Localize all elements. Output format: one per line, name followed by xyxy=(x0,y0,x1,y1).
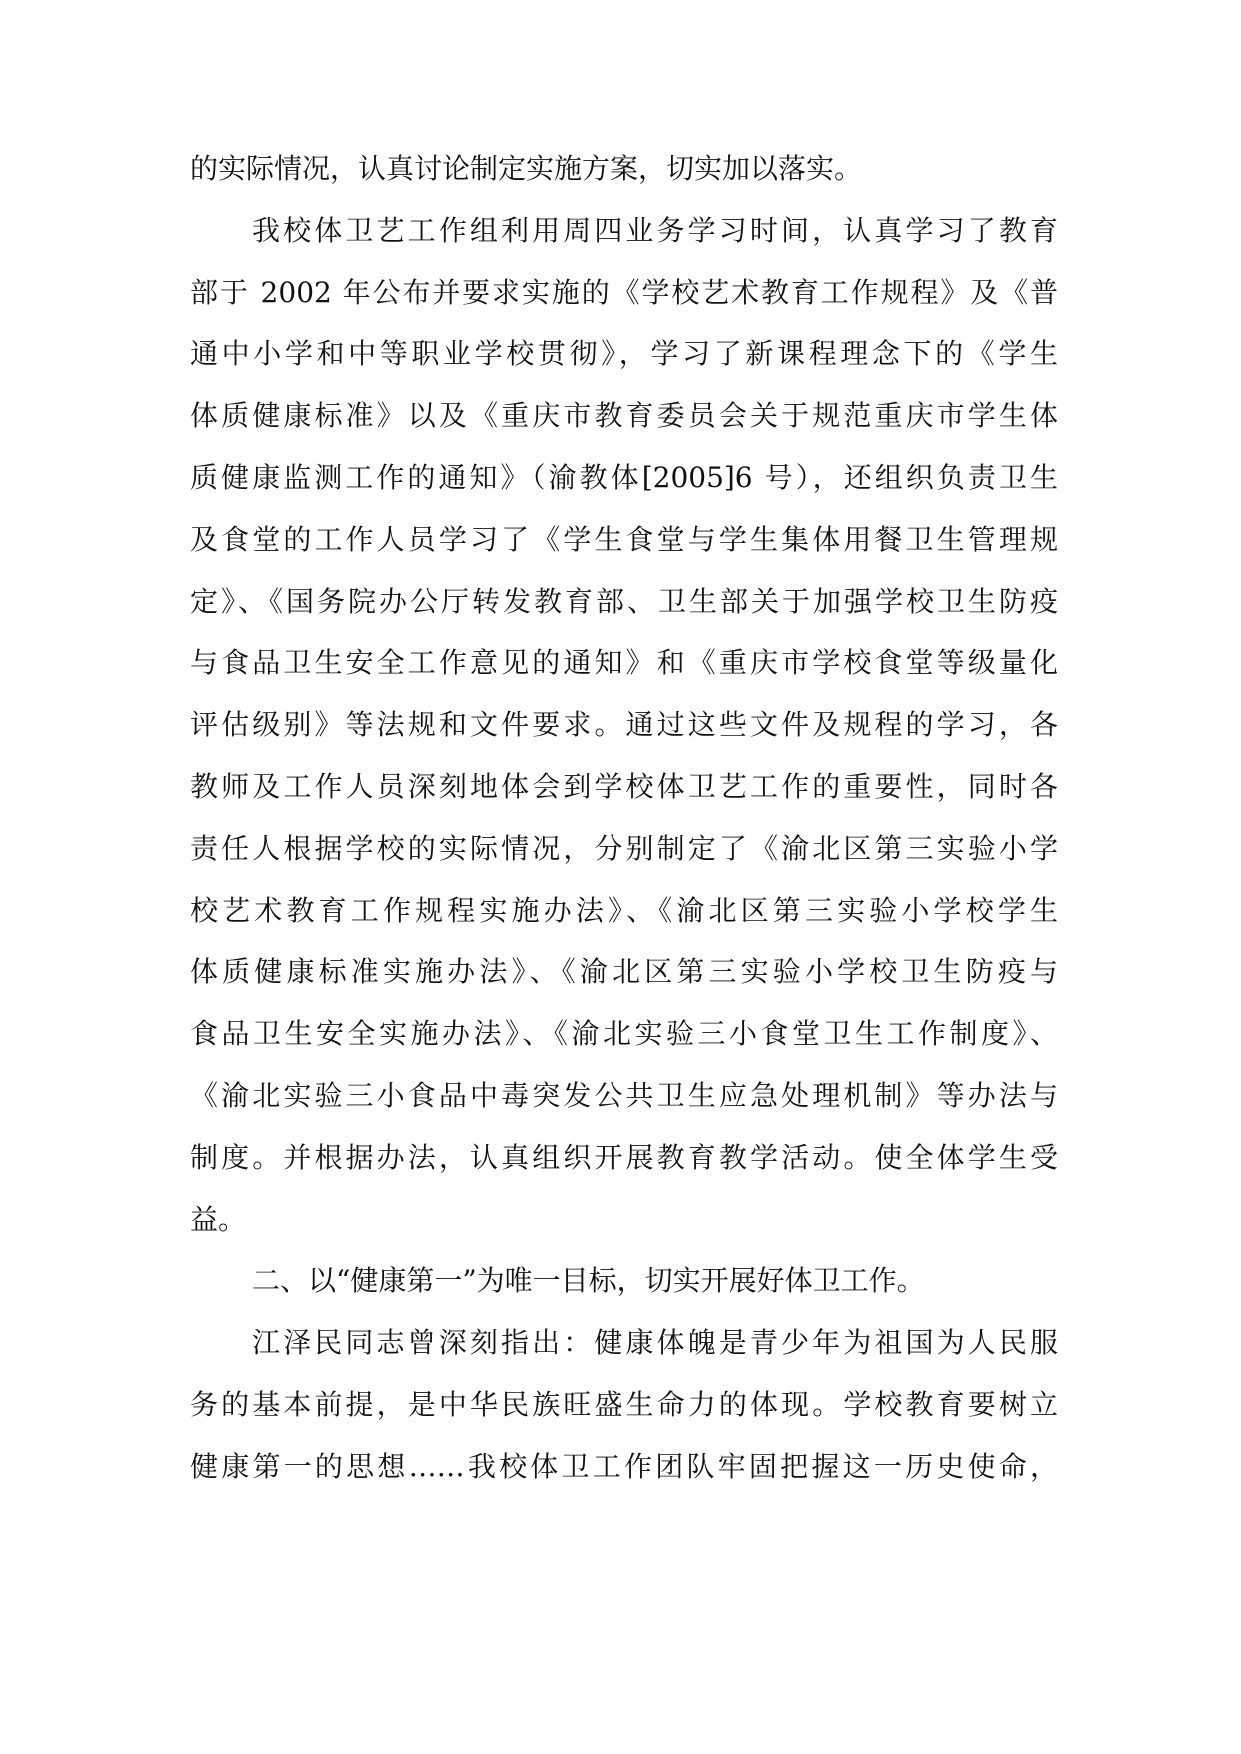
paragraph-line: 体质健康标准实施办法》、《渝北区第三实验小学校卫生防疫与 xyxy=(190,955,1058,989)
paragraph-line: 我校体卫艺工作组利用周四业务学习时间，认真学习了教育 xyxy=(252,213,1058,247)
paragraph-line: 健康第一的思想……我校体卫工作团队牢固把握这一历史使命， xyxy=(190,1449,1058,1483)
paragraph-line: 《渝北实验三小食品中毒突发公共卫生应急处理机制》等办法与 xyxy=(190,1078,1058,1112)
paragraph-line: 责任人根据学校的实际情况，分别制定了《渝北区第三实验小学 xyxy=(190,831,1058,865)
paragraph-line: 部于 2002 年公布并要求实施的《学校艺术教育工作规程》及《普 xyxy=(190,275,1058,309)
paragraph-line: 校艺术教育工作规程实施办法》、《渝北区第三实验小学校学生 xyxy=(190,893,1058,927)
paragraph-line: 的实际情况，认真讨论制定实施方案，切实加以落实。 xyxy=(190,152,863,185)
document-body xyxy=(190,152,1058,1512)
section-heading: 二、以“健康第一”为唯一目标，切实开展好体卫工作。 xyxy=(252,1264,925,1298)
paragraph-line: 务的基本前提，是中华民族旺盛生命力的体现。学校教育要树立 xyxy=(190,1387,1058,1421)
paragraph-line: 教师及工作人员深刻地体会到学校体卫艺工作的重要性，同时各 xyxy=(190,769,1058,803)
paragraph-line: 定》、《国务院办公厅转发教育部、卫生部关于加强学校卫生防疫 xyxy=(190,584,1058,618)
paragraph-line: 体质健康标准》以及《重庆市教育委员会关于规范重庆市学生体 xyxy=(190,399,1058,433)
paragraph-line: 及食堂的工作人员学习了《学生食堂与学生集体用餐卫生管理规 xyxy=(190,522,1058,556)
paragraph-line: 江泽民同志曾深刻指出：健康体魄是青少年为祖国为人民服 xyxy=(252,1326,1058,1360)
paragraph-line: 通中小学和中等职业学校贯彻》，学习了新课程理念下的《学生 xyxy=(190,337,1058,371)
paragraph-line: 质健康监测工作的通知》（渝教体[2005]6 号），还组织负责卫生 xyxy=(190,460,1058,494)
paragraph-line: 益。 xyxy=(190,1202,247,1236)
paragraph-line: 制度。并根据办法，认真组织开展教育教学活动。使全体学生受 xyxy=(190,1140,1058,1174)
paragraph-line: 食品卫生安全实施办法》、《渝北实验三小食堂卫生工作制度》、 xyxy=(190,1017,1058,1051)
paragraph-line: 与食品卫生安全工作意见的通知》和《重庆市学校食堂等级量化 xyxy=(190,646,1058,680)
paragraph-line: 评估级别》等法规和文件要求。通过这些文件及规程的学习，各 xyxy=(190,708,1058,742)
